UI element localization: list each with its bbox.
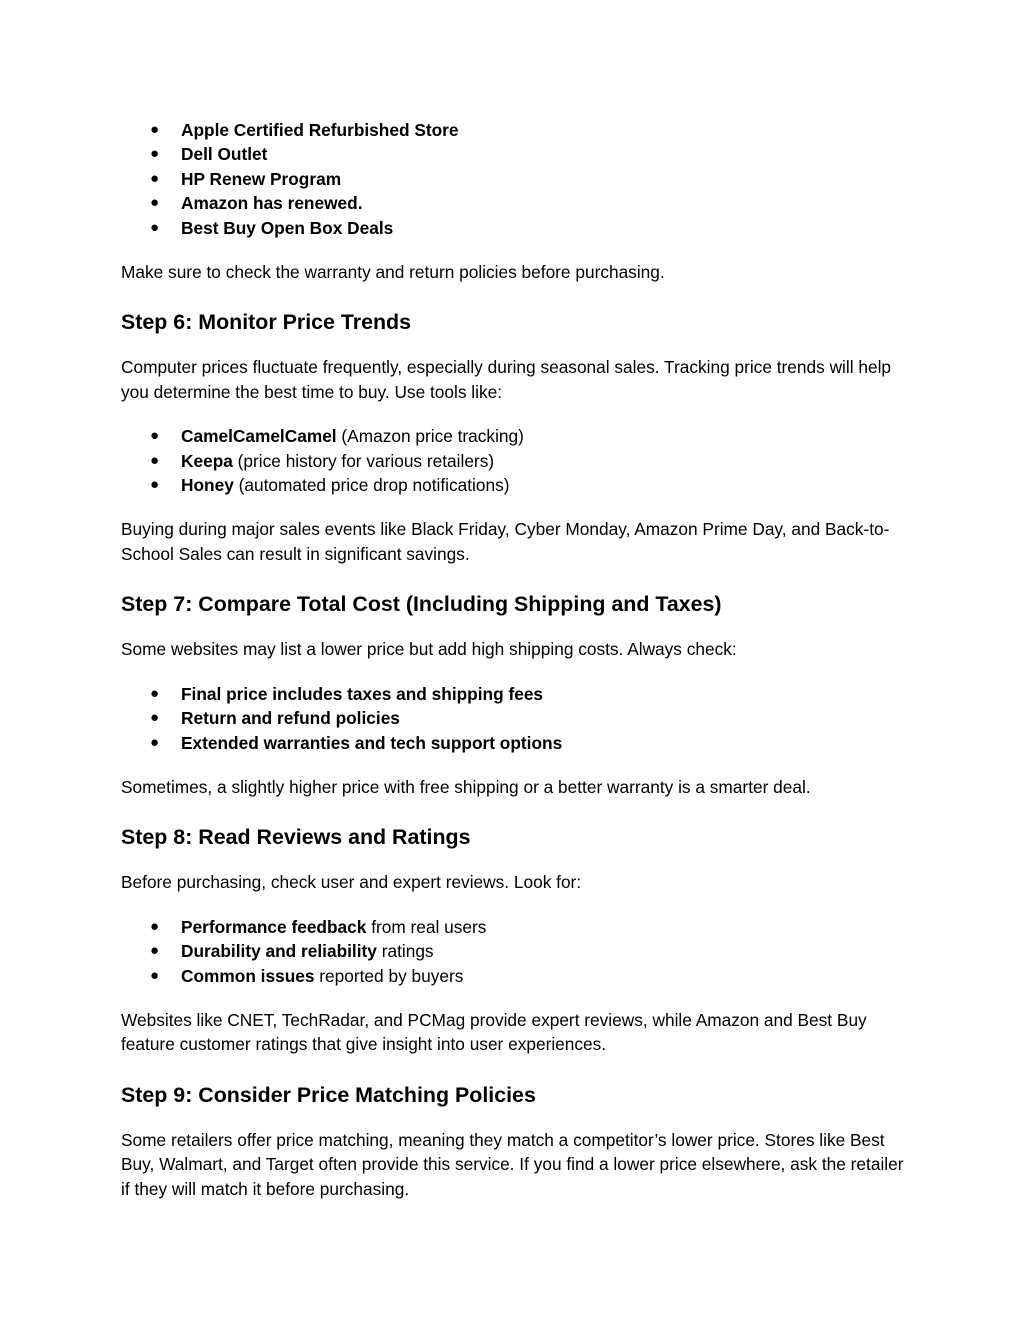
step8-heading: Step 8: Read Reviews and Ratings xyxy=(121,825,471,850)
step9-heading: Step 9: Consider Price Matching Policies xyxy=(121,1082,536,1107)
list-item: ● Final price includes taxes and shipping fees xyxy=(121,682,914,706)
bullet-icon: ● xyxy=(150,218,160,236)
step7-heading: Step 7: Compare Total Cost (Including Shipping and Taxes) xyxy=(121,592,722,617)
step8-review-list xyxy=(121,915,914,988)
list-item: ● Return and refund policies xyxy=(121,706,914,730)
step8-outro: Websites like CNET, TechRadar, and PCMag provide expert reviews, while Amazon and Best Buy feature customer ratings that give insight into user experiences. xyxy=(121,1009,867,1055)
bullet-icon: ● xyxy=(150,121,160,138)
bullet-icon: ● xyxy=(150,427,160,445)
list-item: ● Keepa (price history for various retailers) xyxy=(121,449,914,473)
list-item: ● Durability and reliability ratings xyxy=(121,939,914,963)
list-item: ● Common issues reported by buyers xyxy=(121,964,914,988)
step6-intro: Computer prices fluctuate frequently, especially during seasonal sales. Tracking price trends will help you determine the best time to buy. Use tools like: xyxy=(121,357,892,402)
bullet-icon: ● xyxy=(150,733,160,751)
step6-outro: Buying during major sales events like Black Friday, Cyber Monday, Amazon Prime Day, and Back-to-School Sales can result in significant savings. xyxy=(121,519,890,564)
bullet-icon: ● xyxy=(150,169,160,187)
refurbished-stores-list xyxy=(121,118,914,240)
bullet-icon: ● xyxy=(150,709,160,727)
step9-body: Some retailers offer price matching, meaning they match a competitor’s lower price. Stores like Best Buy, Walmart, and Target often provide this service. If you find a lower price elsewhere, ask the retailer if they will match it before purchasing. xyxy=(121,1129,904,1199)
bullet-icon: ● xyxy=(150,476,160,494)
list-item: ● CamelCamelCamel (Amazon price tracking) xyxy=(121,424,914,448)
list-item: ● Performance feedback from real users xyxy=(121,915,914,939)
list-item: ● Best Buy Open Box Deals xyxy=(121,216,914,240)
step7-checklist xyxy=(121,682,914,755)
step7-intro: Some websites may list a lower price but add high shipping costs. Always check: xyxy=(121,639,737,660)
bullet-icon: ● xyxy=(150,966,160,984)
list-item: ● Amazon has renewed. xyxy=(121,191,914,215)
list-item: ● Honey (automated price drop notifications) xyxy=(121,473,914,497)
step6-tools-list xyxy=(121,424,914,497)
bullet-icon: ● xyxy=(150,194,160,212)
bullet-icon: ● xyxy=(150,451,160,469)
list-item: ● Extended warranties and tech support options xyxy=(121,731,914,755)
bullet-icon: ● xyxy=(150,917,160,935)
step8-intro: Before purchasing, check user and expert reviews. Look for: xyxy=(121,872,582,893)
bullet-icon: ● xyxy=(150,145,160,163)
step6-heading: Step 6: Monitor Price Trends xyxy=(121,310,412,335)
bullet-icon: ● xyxy=(150,942,160,960)
step7-outro: Sometimes, a slightly higher price with free shipping or a better warranty is a smarter deal. xyxy=(121,776,811,797)
bullet-icon: ● xyxy=(150,684,160,702)
list-item: ● Apple Certified Refurbished Store xyxy=(121,118,914,142)
warranty-note: Make sure to check the warranty and return policies before purchasing. xyxy=(121,262,665,283)
list-item: ● HP Renew Program xyxy=(121,167,914,191)
list-item: ● Dell Outlet xyxy=(121,142,914,166)
